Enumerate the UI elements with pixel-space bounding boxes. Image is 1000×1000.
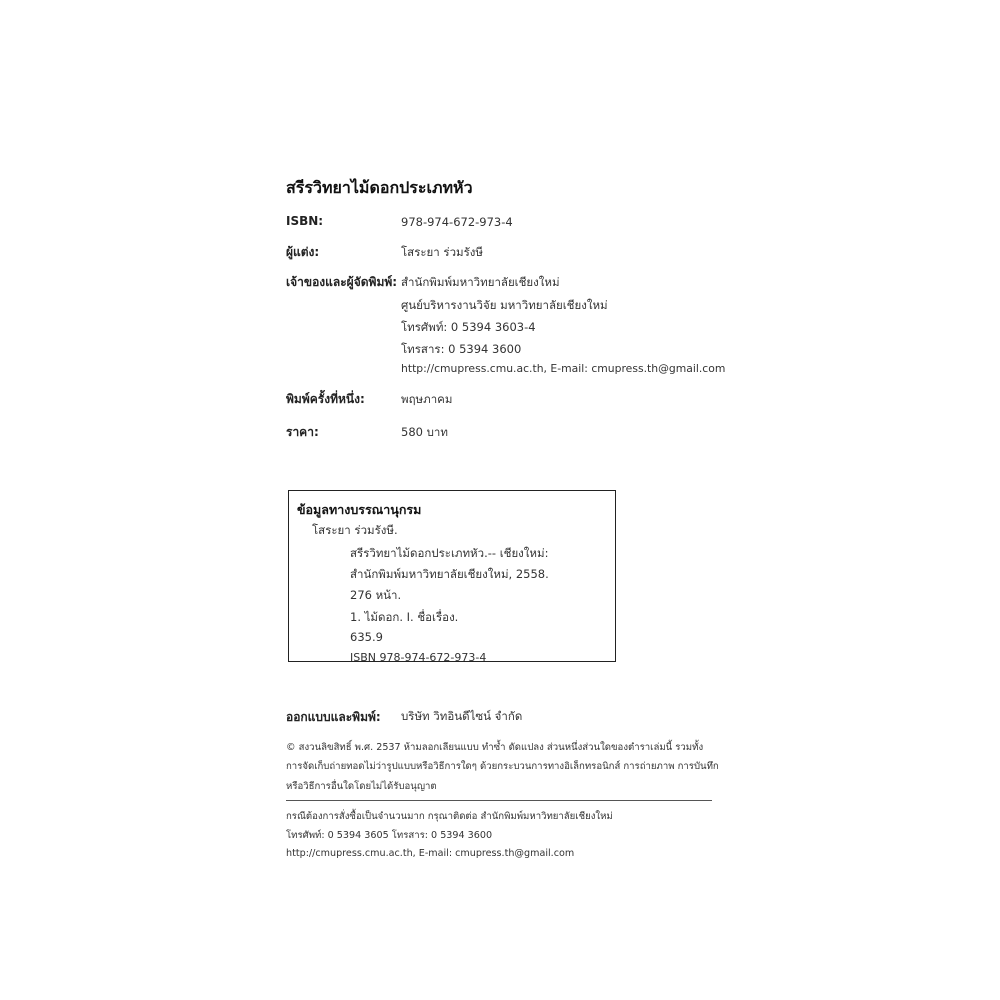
catalog-isbn: ISBN 978-974-672-973-4 xyxy=(350,651,487,664)
first-print-value: พฤษภาคม xyxy=(401,392,453,406)
contact-phone-fax: โทรศัพท์: 0 5394 3605 โทรสาร: 0 5394 3600 xyxy=(286,830,493,841)
first-print-label: พิมพ์ครั้งที่หนึ่ง: xyxy=(286,392,365,406)
catalog-line: 1. ไม้ดอก. I. ชื่อเรื่อง. xyxy=(350,610,459,624)
contact-line: กรณีต้องการสั่งซื้อเป็นจำนวนมาก กรุณาติดต่อ สำนักพิมพ์มหาวิทยาลัยเชียงใหม่ xyxy=(286,811,613,822)
publisher-label: เจ้าของและผู้จัดพิมพ์: xyxy=(286,275,398,289)
catalog-author: โสระยา ร่วมรังษี. xyxy=(312,523,398,537)
author-label: ผู้แต่ง: xyxy=(286,245,320,259)
design-value: บริษัท วิทอินดีไซน์ จำกัด xyxy=(401,709,523,723)
cataloging-heading: ข้อมูลทางบรรณานุกรม xyxy=(297,502,422,517)
publisher-fax: โทรสาร: 0 5394 3600 xyxy=(401,342,522,356)
design-label: ออกแบบและพิมพ์: xyxy=(286,710,381,724)
isbn-value: 978-974-672-973-4 xyxy=(401,215,513,229)
publisher-line: สำนักพิมพ์มหาวิทยาลัยเชียงใหม่ xyxy=(401,275,560,289)
copyright-notice-line: © สงวนลิขสิทธิ์ พ.ศ. 2537 ห้ามลอกเลียนแบบ ทำซ้ำ ดัดแปลง ส่วนหนึ่งส่วนใดของตำราเล่มนี้ รวมทั้ง xyxy=(286,742,704,753)
author-value: โสระยา ร่วมรังษี xyxy=(401,245,483,259)
catalog-line: สรีรวิทยาไม้ดอกประเภทหัว.-- เชียงใหม่: xyxy=(350,546,549,560)
publisher-line: ศูนย์บริหารงานวิจัย มหาวิทยาลัยเชียงใหม่ xyxy=(401,298,608,312)
catalog-line: สำนักพิมพ์มหาวิทยาลัยเชียงใหม่, 2558. xyxy=(350,567,549,581)
price-label: ราคา: xyxy=(286,425,319,439)
divider xyxy=(286,800,712,801)
publisher-web-email: http://cmupress.cmu.ac.th, E-mail: cmupress.th@gmail.com xyxy=(401,362,726,375)
copyright-notice-line: หรือวิธีการอื่นใดโดยไม่ได้รับอนุญาต xyxy=(286,781,437,792)
publisher-phone: โทรศัพท์: 0 5394 3603-4 xyxy=(401,320,536,334)
catalog-line: 276 หน้า. xyxy=(350,588,402,602)
isbn-label: ISBN: xyxy=(286,214,324,228)
price-value: 580 บาท xyxy=(401,425,448,439)
copyright-notice-line: การจัดเก็บถ่ายทอดไม่ว่ารูปแบบหรือวิธีการใดๆ ด้วยกระบวนการทางอิเล็กทรอนิกส์ การถ่ายภาพ การบันทึก xyxy=(286,761,719,772)
book-title: สรีรวิทยาไม้ดอกประเภทหัว xyxy=(286,178,473,197)
catalog-line: 635.9 xyxy=(350,630,383,644)
contact-web-email: http://cmupress.cmu.ac.th, E-mail: cmupress.th@gmail.com xyxy=(286,848,575,859)
